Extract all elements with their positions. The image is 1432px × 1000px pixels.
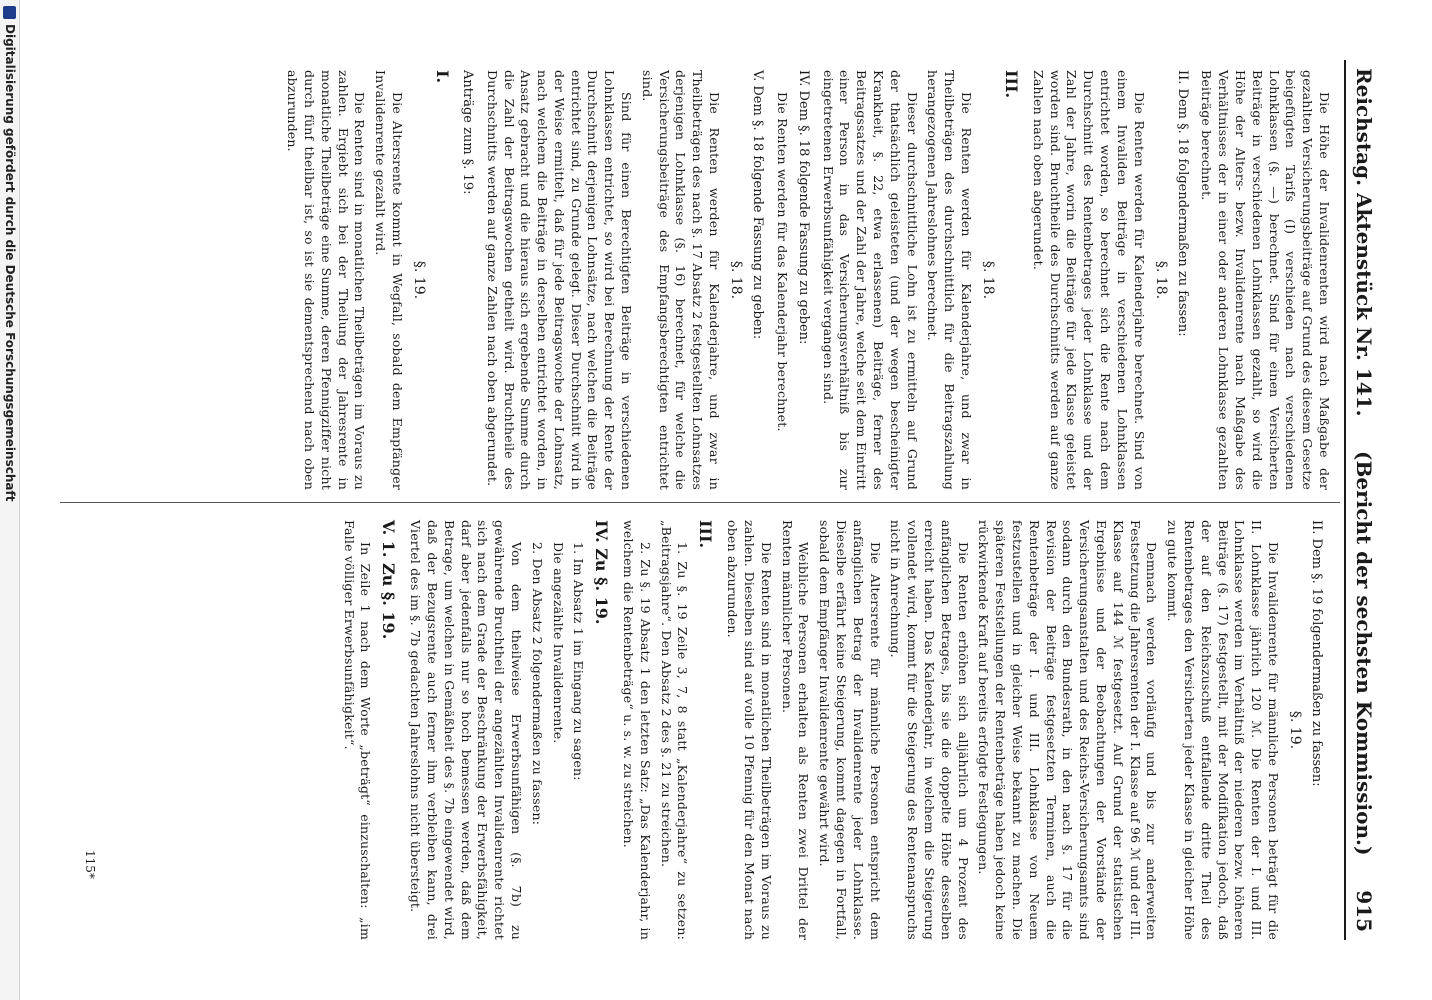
section-heading: Anträge zum §. 19:: [459, 70, 475, 195]
footnote-number: 115*: [83, 850, 97, 879]
section-number: §. 19.: [410, 260, 427, 300]
header-rule: [1344, 60, 1346, 940]
paragraph: 1. Im Absatz 1 im Eingang zu sagen:: [571, 542, 587, 781]
right-column: [336, 520, 1332, 940]
paragraph: Die Altersrente kommt in Wegfall, sobald dem Empfänger Invalidenrente gezahlt wird.: [373, 70, 405, 490]
header-right-title: (Bericht der sechsten Kommission.): [1352, 451, 1376, 856]
paragraph: Die Altersrente für männliche Personen entspricht dem anfänglichen Betrag der Invalidenrente jeder Lohnklasse. Dieselbe erfährt keine Steigerung, kommt dagegen in Fortfall, sobald dem Empfänger Invalidenrente gewährt wird.: [817, 520, 883, 940]
section-number: §. 18.: [980, 260, 997, 300]
section-heading: II. Dem §. 18 folgendermaßen zu fassen:: [1174, 70, 1190, 337]
page-header: [1348, 60, 1382, 940]
motion-number: III.: [1002, 70, 1022, 99]
section-number: §. 18.: [728, 260, 745, 300]
paragraph: In Zeile 1 nach dem Worte „beträgt“ einzuschalten: „im Falle völliger Erwerbsunfähigkeit“.: [341, 520, 374, 940]
column-divider: [60, 502, 1340, 503]
page-number: 915: [1352, 890, 1376, 932]
section-number: §. 19.: [1287, 710, 1303, 750]
paragraph: Sind für einen Berechtigten Beiträge in verschiedenen Lohnklassen entrichtet, so wird bei Berechnung der Rente der Durchschnitt derjenigen Lohnsätze, nach welchen die Beiträge entrichtet sind, zu Grunde gelegt. Dieser Durchschnitt wird in der Weise ermittelt, daß für jede Beitragswoche der Lohnsatz, nach welchem die Beiträge in derselben entrichtet worden, in Ansatz gebracht und die hieraus sich ergebende Summe durch die Zahl der Beitragswochen getheilt wird. Bruchtheile des Durchschnitts werden auf ganze Zahlen nach oben abgerundet.: [484, 70, 635, 490]
digitization-strip: [0, 0, 20, 1000]
paragraph: Die Invalidenrente für männliche Personen beträgt für die II. Lohnklasse jährlich 120 ℳ. Die Renten der I. und III. Lohnklasse werden im Verhältniß der niederen bezw. höheren Beiträge (§. 17) festgestellt, mit der Modifikation jedoch, daß der auf den Reichszuschuß entfallende dritte Theil des Rentenbetrages den Versicherten jeder Klasse in gleicher Höhe zu gute kommt.: [1165, 520, 1281, 940]
paragraph: Die Renten werden für Kalenderjahre, und zwar in Theilbeträgen des nach §. 17 Absatz 2 festgestellten Lohnsatzes derjenigen Lohnklasse (§. 16) berechnet, für welche die Versicherungsbeiträge des Empfangsberechtigten entrichtet sind.: [639, 70, 723, 490]
digitization-notice: Digitalisierung gefördert durch die Deutsche Forschungsgemeinschaft: [3, 24, 17, 502]
motion-number: III.: [696, 520, 716, 549]
section-heading: V. Dem §. 18 folgende Fassung zu geben:: [750, 70, 766, 340]
section-heading: II. Dem §. 19 folgendermaßen zu fassen:: [1309, 520, 1324, 787]
paragraph: Die Renten werden für Kalenderjahre, und zwar in Theilbeträgen des durchschnittlich für die Beitragszahlung herangezogenen Jahreslohnes berechnet.: [925, 70, 975, 490]
section-heading: IV. Dem §. 18 folgende Fassung zu geben:: [795, 70, 811, 345]
paragraph: Die Renten sind in monatlichen Theilbeträgen im Voraus zu zahlen. Dieselben sind auf volle 10 Pfennig für den Monat nach oben abzurunden.: [725, 520, 774, 940]
header-left: Reichstag. Aktenstück Nr. 141.: [1352, 68, 1376, 417]
paragraph: Die Renten werden für das Kalenderjahr berechnet.: [774, 92, 790, 432]
paragraph: 2. Den Absatz 2 folgendermaßen zu fassen:: [529, 542, 545, 826]
paragraph: Die Renten sind in monatlichen Theilbeträgen im Voraus zu zahlen. Ergiebt sich bei der Theilung der Jahresrente in monatliche Theilbeträge eine Summe, deren Pfennigziffer nicht durch fünf theilbar ist, so ist sie dementsprechend nach oben abzurunden.: [285, 70, 368, 490]
motion-number: I.: [432, 70, 452, 84]
paragraph: Die Höhe der Invalidenrenten wird nach Maßgabe der gezahlten Versicherungsbeiträge auf Grund des diesem Gesetze beigefügten Tarifs (I) verschieden nach verschiedenen Lohnklassen (§. —) berechnet. Sind für einen Versicherten Beiträge in verschiedenen Lohnklassen gezahlt, so wird die Höhe der Alters- bezw. Invalidenrente nach Maßgabe des Verhältnisses der in einer oder anderen Lohnklasse gezahlten Beiträge berechnet.: [1199, 70, 1332, 490]
paragraph: Demnach werden vorläufig und bis zur anderweiten Festsetzung die Jahresrenten der I. Klasse auf 96 ℳ und der III. Klasse auf 144 ℳ festgesetzt. Auf Grund der statistischen Ergebnisse und der Beobachtungen der Vorstände der Versicherungsanstalten und des Reichs-Versicherungsamts sind sodann durch den Bundesrath, in den nach §. 17 für die Revision der Beiträge festgesetzten Terminen, auch die Rentenbeträge der I. und III. Lohnklasse von Neuem festzustellen und in gleicher Weise bekannt zu machen. Die späteren Feststellungen der Rentenbeträge haben jedoch keine rückwirkende Kraft auf bereits erfolgte Festlegungen.: [976, 520, 1160, 940]
paragraph: 2. Zu §. 19 Absatz 1 den letzten Satz: „Das Kalenderjahr, in welchem die Rentenbeträge“ u. s. w. zu streichen.: [621, 520, 653, 940]
section-number: §. 18.: [1152, 260, 1169, 300]
paragraph: Von dem theilweise Erwerbsunfähigen (§. 7b) zu gewährende Bruchtheil der angezählten Invalidenrente richtet sich nach dem Grade der Beschränkung der Erwerbsfähigkeit, darf aber jedenfalls nur so hoch bemessen werden, daß dem Betrage, um welchen in Gemäßheit des §. 7b eingewendet wird, daß der Bezugsrente auch ferner ihm verbleiben kann, drei Viertel des im §. 7b gedachten Jahreslohns nicht übersteigt.: [408, 520, 524, 940]
motion-number: IV. Zu §. 19.: [592, 520, 612, 625]
paragraph: Dieser durchschnittliche Lohn ist zu ermitteln auf Grund der thatsächlich geleisteten (und der wegen bescheinigter Krankheit, §. 22, etwa erlassenen) Beiträge, ferner des Beitragssatzes und der Zahl der Jahre, welche seit dem Eintritt einer Person in das Versicherungsverhältniß bis zur eingetretenen Erwerbsunfähigkeit vergangen sind.: [820, 70, 920, 490]
paragraph: Die angezählte Invalidenrente.: [550, 542, 566, 744]
header-right: [1352, 451, 1376, 932]
paragraph: Die Renten werden für Kalenderjahre berechnet. Sind von einem Invaliden Beiträge in verschiedenen Lohnklassen entrichtet worden, so berechnet sich die Rente nach dem Durchschnitt des Rentenbetrages jeder Lohnklasse und der Zahl der Jahre, worin die Beiträge für jede Klasse geleistet worden sind. Bruchtheile des Durchschnitts werden auf ganze Zahlen nach oben abgerundet.: [1030, 70, 1147, 490]
paragraph: Die Renten erhöhen sich alljährlich um 4 Prozent des anfänglichen Betrages, bis sie die doppelte Höhe desselben erreicht haben. Das Kalenderjahr, in welchem die Steigerung vollendet wird, kommt für die Steigerung des Rentenanspruchs nicht in Anrechnung.: [888, 520, 971, 940]
dfg-logo-icon: [3, 6, 16, 19]
paragraph: Weibliche Personen erhalten als Renten zwei Drittel der Renten männlicher Personen.: [779, 520, 812, 940]
paragraph: 1. Zu §. 19 Zeile 3, 7, 8 statt „Kalenderjahre“ zu setzen: „Beitragsjahre“. Den Absatz 2 des §. 21 zu streichen.: [658, 520, 691, 940]
left-column: [279, 70, 1332, 490]
motion-number: V. 1. Zu §. 19.: [379, 520, 399, 640]
